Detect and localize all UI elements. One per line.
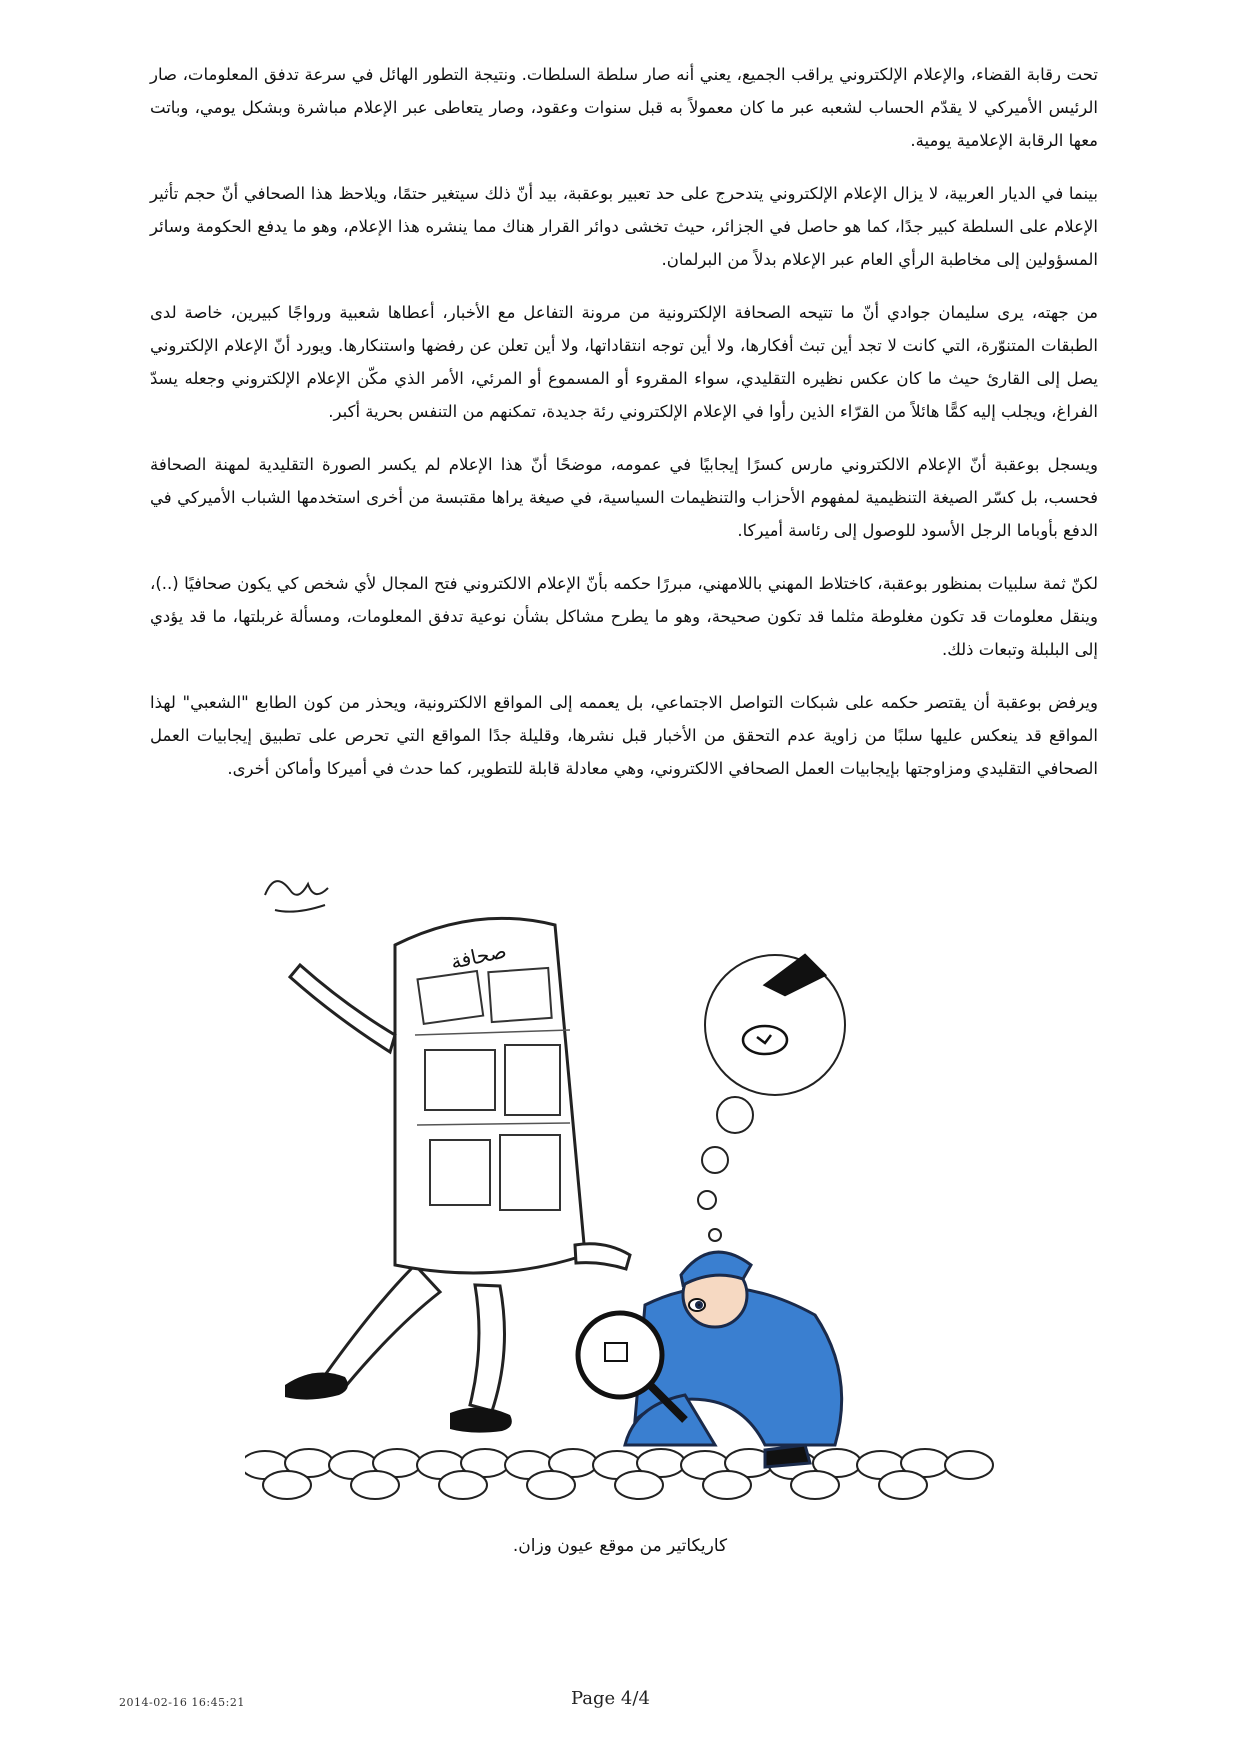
paragraph-4: ويسجل بوعقبة أنّ الإعلام الالكتروني مارس كسرًا إيجابيًا في عمومه، موضحًا أنّ هذا الإعلام لم يكسر الصورة التقليدية لمهنة الصحافة فحسب، بل كسّر الصيغة التنظيمية لمفهوم الأحزاب والتنظيمات السياسية، في صيغة يراها مقتبسة من أخرى استخدمها الشباب الأميركي في الدفع بأوباما الرجل الأسود للوصول إلى رئاسة أميركا. (150, 455, 1098, 540)
print-timestamp: 2014-02-16 16:45:21 (119, 1696, 245, 1709)
cartoon-illustration (245, 865, 995, 1505)
artist-signature (265, 881, 328, 912)
cartoon-caption: كاريكاتير من موقع عيون وزان. (512, 1536, 728, 1556)
thought-bubbles (698, 955, 845, 1241)
paragraph-2: بينما في الديار العربية، لا يزال الإعلام الإلكتروني يتدحرج على حد تعبير بوعقبة، بيد أنّ ذلك سيتغير حتمًا، ويلاحظ هذا الصحافي أنّ حجم تأثير الإعلام على السلطة كبير جدًا، كما هو حاصل في الجزائر، حيث تخشى دوائر القرار هناك مما ينشره هذا الإعلام، وهو ما يدفع الحكومة وسائر المسؤولين إلى مخاطبة الرأي العام عبر الإعلام بدلاً من البرلمان. (150, 184, 1098, 269)
newspaper-label: صحافة (448, 938, 509, 974)
paragraph-3: من جهته، يرى سليمان جوادي أنّ ما تتيحه الصحافة الإلكترونية من مرونة التفاعل مع الأخبار، أعطاها شعبية ورواجًا كبيرين، خاصة لدى الطبقات المتنوّرة، التي كانت لا تجد أين تبث أفكارها، ولا أين توجه انتقاداتها، ولا أين تعلن عن رفضها واستنكارها. ويورد أنّ الإعلام الإلكتروني يصل إلى القارئ حيث ما كان عكس نظيره التقليدي، سواء المقروء أو المسموع أو المرئي، الأمر الذي مكّن الإعلام الإلكتروني وجعله يسدّ الفراغ، ويجلب إليه كمًّا هائلاً من القرّاء الذين رأوا في الإعلام الإلكتروني رئة جديدة، تمكنهم من التنفس بحرية أكبر. (150, 303, 1098, 421)
paragraph-1: تحت رقابة القضاء، والإعلام الإلكتروني يراقب الجميع، يعني أنه صار سلطة السلطات. ونتيجة التطور الهائل في سرعة تدفق المعلومات، صار الرئيس الأميركي لا يقدّم الحساب لشعبه عبر ما كان معمولاً به قبل سنوات وعقود، وصار يتعاطى عبر الإعلام مباشرة وبشكل يومي، وباتت معها الرقابة الإعلامية يومية. (150, 65, 1098, 150)
running-legs (325, 1265, 505, 1411)
egg-ground (245, 1449, 993, 1499)
paragraph-5: لكنّ ثمة سلبيات بمنظور بوعقبة، كاختلاط المهني باللامهني، مبررًا حكمه بأنّ الإعلام الالكتروني فتح المجال لأي شخص كي يكون صحافيًا (..)، وينقل معلومات قد تكون مغلوطة مثلما قد تكون صحيحة، وهو ما يطرح مشاكل بشأن نوعية تدفق المعلومات، ومسألة غربلتها، ما قد يؤدي إلى البلبلة وتبعات ذلك. (150, 574, 1098, 659)
page-number: Page 4/4 (571, 1688, 650, 1709)
newspaper-body (395, 918, 585, 1273)
article-body (150, 58, 1098, 805)
paragraph-6: ويرفض بوعقبة أن يقتصر حكمه على شبكات التواصل الاجتماعي، بل يعممه إلى المواقع الالكترونية، ويحذر من كون الطابع "الشعبي" لهذا المواقع قد ينعكس عليها سلبًا من زاوية عدم التحقق من الأخبار قبل نشرها، وقليلة جدًا المواقع التي تحرص على تطبيق إيجابيات العمل الصحافي التقليدي ومزاوجتها بإيجابيات العمل الصحافي الالكتروني، وهي معادلة قابلة للتطوير، كما حدث في أميركا وأماكن أخرى. (150, 693, 1098, 778)
